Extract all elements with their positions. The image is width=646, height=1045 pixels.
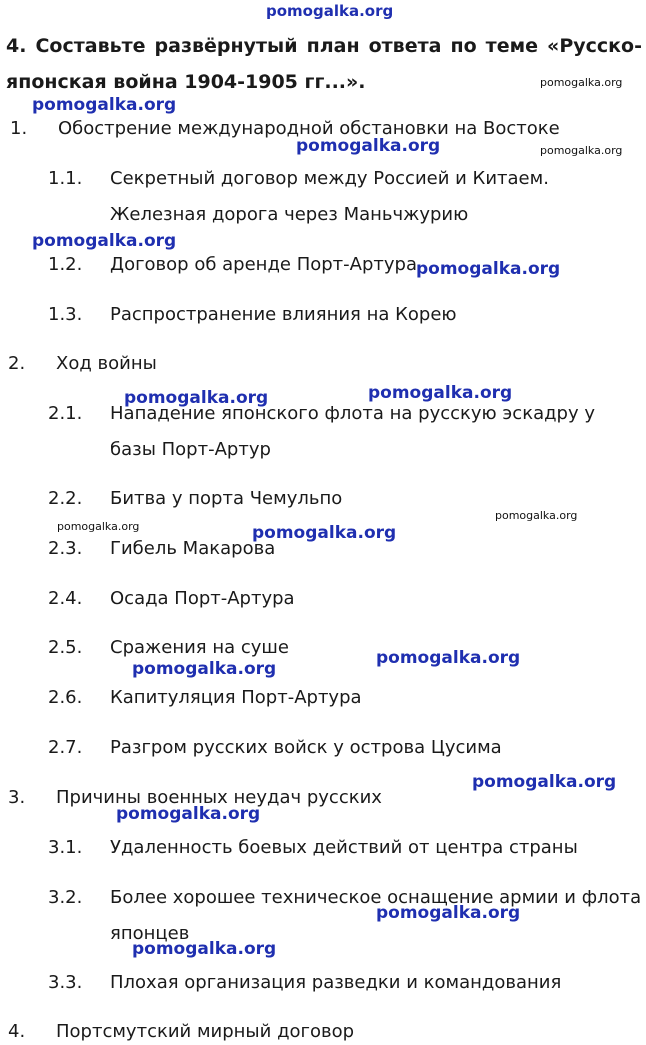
watermark: pomogalka.org	[540, 76, 623, 89]
watermark: pomogalka.org	[252, 523, 397, 543]
watermark: pomogalka.org	[495, 509, 578, 522]
plan-subitem-text: Секретный договор между Россией и Китаем. Железная дорога через Маньчжурию	[110, 168, 549, 225]
plan-subitem-text: Осада Порт-Артура	[110, 588, 295, 609]
watermark: pomogalka.org	[416, 259, 561, 279]
plan-subitem-text: Капитуляция Порт-Артура	[110, 687, 362, 708]
plan-subitem-number: 2.4.	[48, 588, 83, 609]
plan-item-number: 1.	[10, 118, 28, 139]
plan-item-text: Обострение международной обстановки на Востоке	[58, 118, 560, 139]
watermark: pomogalka.org	[132, 659, 277, 679]
watermark: pomogalka.org	[32, 95, 177, 115]
plan-subitem-text: Распространение влияния на Корею	[110, 304, 457, 325]
watermark: pomogalka.org	[32, 231, 177, 251]
watermark: pomogalka.org	[116, 804, 261, 824]
plan-subitem-number: 2.5.	[48, 637, 83, 658]
plan-subitem-number: 2.2.	[48, 488, 83, 509]
watermark: pomogalka.org	[376, 648, 521, 668]
plan-subitem-text: Сражения на суше	[110, 637, 289, 658]
plan-subitem-number: 1.2.	[48, 254, 83, 275]
plan-item-text: Ход войны	[56, 353, 157, 374]
plan-subitem-number: 3.2.	[48, 887, 83, 908]
plan-subitem-text: Разгром русских войск у острова Цусима	[110, 737, 502, 758]
question-heading-line-1: 4. Составьте развёрнутый план ответа по теме «Русско-	[6, 35, 642, 57]
watermark: pomogalka.org	[266, 2, 394, 20]
plan-subitem-text: Более хорошее техническое оснащение армии и флота японцев	[110, 887, 642, 944]
plan-subitem-number: 3.3.	[48, 972, 83, 993]
plan-subitem-number: 2.6.	[48, 687, 83, 708]
plan-subitem-number: 2.3.	[48, 538, 83, 559]
watermark: pomogalka.org	[376, 903, 521, 923]
plan-subitem-text: Плохая организация разведки и командования	[110, 972, 562, 993]
plan-item-text: Портсмутский мирный договор	[56, 1021, 355, 1042]
plan-subitem-text: Договор об аренде Порт-Артура	[110, 254, 417, 275]
plan-item-text: Причины военных неудач русских	[56, 787, 382, 808]
plan-subitem-text: Нападение японского флота на русскую эскадру у базы Порт-Артур	[110, 403, 596, 460]
plan-item-number: 3.	[8, 787, 26, 808]
watermark: pomogalka.org	[368, 383, 513, 403]
watermark: pomogalka.org	[540, 144, 623, 157]
plan-subitem-number: 2.1.	[48, 403, 83, 424]
question-heading-line-2: японская война 1904-1905 гг...».	[6, 71, 366, 93]
watermark: pomogalka.org	[296, 136, 441, 156]
plan-item-number: 2.	[8, 353, 26, 374]
plan-subitem-text: Удаленность боевых действий от центра страны	[110, 837, 578, 858]
plan-subitem-text: Гибель Макарова	[110, 538, 276, 559]
plan-subitem-text: Битва у порта Чемульпо	[110, 488, 343, 509]
plan-item-number: 4.	[8, 1021, 26, 1042]
plan-subitem-number: 1.1.	[48, 168, 83, 189]
plan-subitem-number: 2.7.	[48, 737, 83, 758]
watermark: pomogalka.org	[57, 520, 140, 533]
watermark: pomogalka.org	[472, 772, 617, 792]
plan-subitem-number: 3.1.	[48, 837, 83, 858]
watermark: pomogalka.org	[124, 388, 269, 408]
plan-subitem-number: 1.3.	[48, 304, 83, 325]
watermark: pomogalka.org	[132, 939, 277, 959]
